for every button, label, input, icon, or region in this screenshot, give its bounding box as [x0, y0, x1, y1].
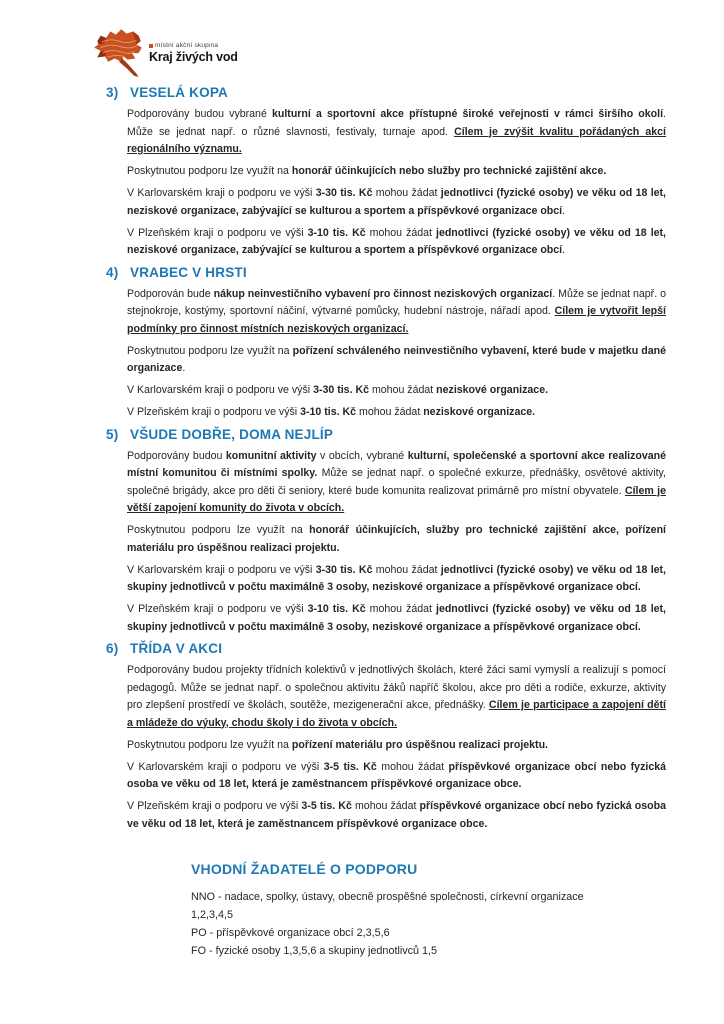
- support-usage: [127, 737, 666, 755]
- karlovarsky-support-info: [127, 759, 666, 794]
- text-run: mohou žádat: [365, 603, 436, 615]
- text-run: Poskytnutou podporu lze využít na: [127, 524, 310, 536]
- plzensky-support-info: [127, 404, 666, 422]
- text-run: 3-10 tis. Kč: [300, 406, 357, 418]
- text-run: jednotlivci (fyzické osoby) ve věku od 18 let, skupiny jednotlivců v počtu maximálně 3 osoby, neziskové organizace a příspěvkové organizace obcí.: [127, 563, 666, 593]
- text-run: Podporovány budou: [127, 449, 226, 462]
- section-number: 3): [106, 85, 119, 100]
- text-run: neziskové organizace.: [436, 384, 549, 396]
- text-run: jednotlivci (fyzické osoby) ve věku od 18 let, neziskové organizace, zabývající se kulturou a sportem a příspěvkové organizace obcí: [127, 226, 667, 256]
- text-run: Poskytnutou podporu lze využít na: [127, 344, 293, 357]
- logo: [90, 26, 238, 78]
- plzensky-support-info: [127, 601, 666, 636]
- applicants-line-nno: NNO - nadace, spolky, ústavy, obecně prospěšné společnosti, církevní organizace 1,2,3,4,5: [191, 891, 584, 921]
- text-run: jednotlivci (fyzické osoby) ve věku od 18 let, skupiny jednotlivců v počtu maximálně 3 osoby, neziskové organizace a příspěvkové organizace obcí.: [127, 603, 667, 633]
- text-run: V Karlovarském kraji o podporu ve výši: [127, 760, 324, 773]
- text-run: Může se jednat např. o společné exkurze, přednášky, osvětové aktivity, společné brigády, akce pro děti či seniory, které bude komunita realizovat primárně pro místní obyvatele.: [127, 467, 666, 497]
- text-run: Cílem je zvýšit kvalitu pořádaných akcí regionálního významu.: [127, 125, 666, 155]
- text-run: v obcích, vybrané: [316, 449, 408, 462]
- text-run: Cílem je participace a zapojení dětí a mládeže do výuky, chodu školy i do života v obcích.: [127, 699, 666, 729]
- logo-tagline-text: místní akční skupina: [155, 42, 219, 49]
- logo-title: Kraj živých vod: [149, 50, 238, 64]
- text-run: 3-5 tis. Kč: [323, 760, 377, 773]
- section-title: TŘÍDA V AKCI: [130, 641, 223, 656]
- section-vrabec-v-hrsti: [106, 265, 666, 422]
- text-run: Cílem je větší zapojení komunity do života v obcích.: [127, 484, 666, 514]
- section-title: VESELÁ KOPA: [130, 85, 228, 100]
- karlovarsky-support-info: [127, 185, 666, 220]
- text-run: jednotlivci (fyzické osoby) ve věku od 18 let, neziskové organizace, zabývající se kulturou a sportem a příspěvkové organizace obcí: [127, 187, 666, 217]
- karlovarsky-support-info: [127, 562, 666, 597]
- logo-tagline: [149, 42, 238, 50]
- text-run: 3-30 tis. Kč: [313, 384, 370, 396]
- text-run: mohou žádat: [351, 800, 420, 812]
- applicants-line-fo: FO - fyzické osoby 1,3,5,6 a skupiny jednotlivců 1,5: [191, 945, 438, 957]
- text-run: 3-30 tis. Kč: [315, 563, 373, 576]
- text-run: Poskytnutou podporu lze využít na: [127, 165, 292, 177]
- section-vesela-kopa: [106, 85, 666, 260]
- section-number: 4): [106, 264, 119, 280]
- section-description: [127, 286, 666, 339]
- text-run: V Plzeňském kraji o podporu ve výši: [127, 800, 302, 812]
- text-run: 3-30 tis. Kč: [315, 187, 373, 199]
- support-usage: [127, 343, 666, 378]
- plzensky-support-info: [127, 798, 666, 833]
- support-usage: [127, 522, 666, 557]
- text-run: mohou žádat: [365, 226, 436, 239]
- section-heading: [106, 641, 666, 657]
- text-run: V Karlovarském kraji o podporu ve výši: [127, 187, 316, 199]
- section-trida-v-akci: [106, 641, 666, 833]
- text-run: kulturní a sportovní akce přístupné široké veřejnosti v rámci širšího okolí: [271, 108, 664, 120]
- text-run: V Plzeňském kraji o podporu ve výši: [127, 603, 308, 615]
- text-run: pořízení schváleného neinvestičního vybavení, které bude v majetku dané organizace: [127, 344, 666, 374]
- section-number: 6): [106, 641, 119, 656]
- text-run: 3-10 tis. Kč: [307, 226, 366, 239]
- applicants-line-po: PO - příspěvkové organizace obcí 2,3,5,6: [191, 927, 390, 939]
- text-run: Podporován bude: [127, 287, 214, 300]
- karlovarsky-support-info: [127, 382, 666, 400]
- text-run: V Plzeňském kraji o podporu ve výši: [127, 226, 308, 239]
- text-run: neziskové organizace.: [423, 406, 536, 418]
- section-description: [127, 448, 666, 518]
- text-run: Podporovány budou projekty třídních kolektivů v jednotlivých školách, které žáci sami vymyslí a realizují s pomocí pedagogů. Může se jednat např. o společnou aktivitu žáků napříč školou, akce pro děti a rodiče, exkurze, aktivity pro zlepšení prostředí ve školách, soutěže, mezigenerační akce, přednášky.: [127, 664, 666, 711]
- text-run: honorář účinkujících, služby pro technické zajištění akce, pořízení materiálu pro úspěšnou realizaci projektu.: [127, 524, 666, 554]
- logo-text: [149, 42, 238, 64]
- text-run: pořízení materiálu pro úspěšnou realizaci projektu.: [291, 738, 548, 751]
- text-run: . Může se jednat např. o různé slavnosti, festivaly, turnaje apod.: [127, 108, 666, 138]
- text-run: příspěvkové organizace obcí nebo fyzická osoba ve věku od 18 let, která je zaměstnancem příspěvkové organizace obce.: [127, 760, 666, 790]
- section-number: 5): [106, 426, 119, 442]
- text-run: mohou žádat: [356, 406, 424, 418]
- text-run: V Karlovarském kraji o podporu ve výši: [127, 563, 316, 576]
- section-vsude-dobre-doma-nejlip: [106, 427, 666, 637]
- section-title: VŠUDE DOBŘE, DOMA NEJLÍP: [130, 426, 334, 442]
- support-usage: [127, 163, 666, 181]
- section-heading: [106, 265, 666, 281]
- plzensky-support-info: [127, 225, 666, 260]
- text-run: mohou žádat: [372, 187, 441, 199]
- text-run: .: [562, 204, 566, 217]
- text-run: mohou žádat: [372, 563, 441, 576]
- text-run: 3-10 tis. Kč: [307, 603, 366, 615]
- text-run: honorář účinkujících nebo služby pro technické zajištění akce.: [291, 165, 607, 177]
- text-run: . Může se jednat např. o stejnokroje, kostýmy, sportovní náčiní, výtvarné pomůcky, hudební nástroje, nářadí apod.: [127, 287, 666, 317]
- section-heading: [106, 85, 666, 101]
- text-run: Cílem je vytvořit lepší podmínky pro činnost místních neziskových organizací.: [127, 305, 666, 335]
- logo-square-icon: [149, 44, 153, 48]
- text-run: mohou žádat: [376, 760, 449, 773]
- text-run: mohou žádat: [369, 384, 437, 396]
- text-run: kulturní, společenské a sportovní akce realizované místní komunitou či místními spolky.: [127, 449, 667, 479]
- text-run: V Plzeňském kraji o podporu ve výši: [127, 406, 301, 418]
- section-title: VRABEC V HRSTI: [130, 264, 247, 280]
- text-run: Podporovány budou vybrané: [127, 108, 272, 120]
- section-description: [127, 106, 666, 159]
- text-run: komunitní aktivity: [225, 449, 317, 462]
- eligible-applicants-heading: VHODNÍ ŽADATELÉ O PODPORU: [191, 861, 418, 877]
- text-run: .: [182, 362, 186, 374]
- text-run: V Karlovarském kraji o podporu ve výši: [127, 384, 314, 396]
- text-run: nákup neinvestičního vybavení pro činnost neziskových organizací: [213, 287, 553, 300]
- eligible-applicants-section: [191, 861, 608, 960]
- text-run: .: [562, 244, 566, 256]
- section-description: [127, 662, 666, 732]
- logo-map-icon: [90, 26, 146, 78]
- text-run: 3-5 tis. Kč: [301, 800, 352, 812]
- text-run: příspěvkové organizace obcí nebo fyzická osoba ve věku od 18 let, která je zaměstnancem příspěvkové organizace obce.: [127, 800, 666, 830]
- section-heading: [106, 427, 666, 443]
- text-run: Poskytnutou podporu lze využít na: [127, 738, 292, 751]
